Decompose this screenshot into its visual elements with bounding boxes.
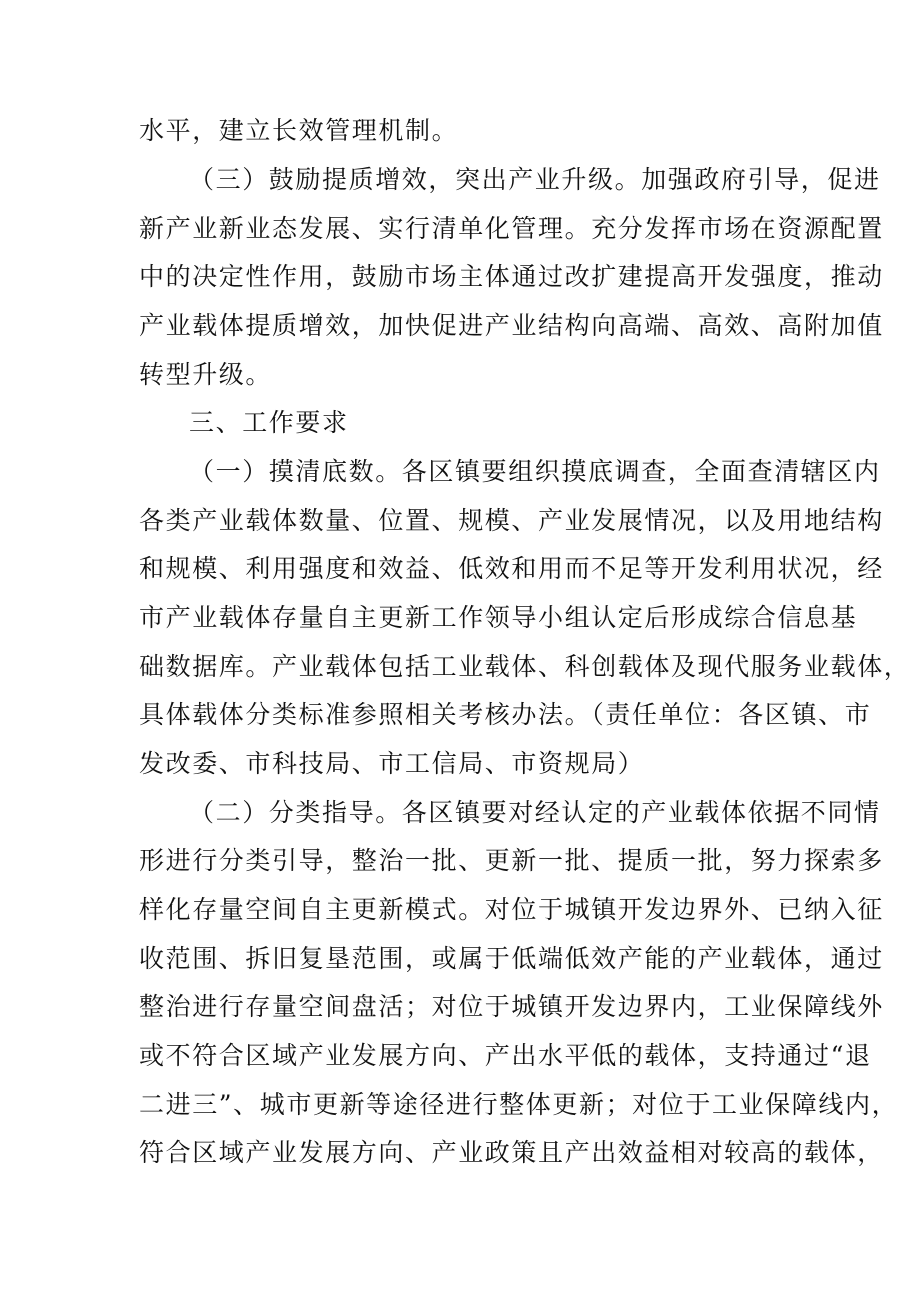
paragraph-line: （三）鼓励提质增效，突出产业升级。加强政府引导，促进 xyxy=(189,165,881,194)
paragraph-line: 转型升级。 xyxy=(139,360,273,389)
paragraph-line: 样化存量空间自主更新模式。对位于城镇开发边界外、已纳入征 xyxy=(139,895,884,924)
paragraph-line: 各类产业载体数量、位置、规模、产业发展情况，以及用地结构 xyxy=(139,506,884,535)
section-heading: 三、工作要求 xyxy=(189,408,349,437)
paragraph-line: 符合区域产业发展方向、产业政策且产出效益相对较高的载体， xyxy=(139,1138,884,1167)
paragraph-line: 新产业新业态发展、实行清单化管理。充分发挥市场在资源配置 xyxy=(139,214,884,243)
paragraph-line: 中的决定性作用，鼓励市场主体通过改扩建提高开发强度，推动 xyxy=(139,262,884,291)
paragraph-line: （二）分类指导。各区镇要对经认定的产业载体依据不同情 xyxy=(189,798,881,827)
paragraph-line: 二进三”、城市更新等途径进行整体更新；对位于工业保障线内， xyxy=(139,1090,899,1119)
paragraph-line: 产业载体提质增效，加快促进产业结构向高端、高效、高附加值 xyxy=(139,311,884,340)
paragraph-line: 具体载体分类标准参照相关考核办法。（责任单位：各区镇、市 xyxy=(139,700,872,729)
paragraph-line: 整治进行存量空间盘活；对位于城镇开发边界内，工业保障线外 xyxy=(139,992,884,1021)
paragraph-line: 或不符合区域产业发展方向、产出水平低的载体，支持通过“退 xyxy=(139,1041,872,1070)
paragraph-line: 础数据库。产业载体包括工业载体、科创载体及现代服务业载体， xyxy=(139,652,911,681)
paragraph-line: 收范围、拆旧复垦范围，或属于低端低效产能的产业载体，通过 xyxy=(139,944,884,973)
paragraph-line: 水平，建立长效管理机制。 xyxy=(139,116,459,145)
paragraph-line: （一）摸清底数。各区镇要组织摸底调查，全面查清辖区内 xyxy=(189,457,881,486)
paragraph-line: 和规模、利用强度和效益、低效和用而不足等开发利用状况，经 xyxy=(139,554,884,583)
paragraph-line: 市产业载体存量自主更新工作领导小组认定后形成综合信息基 xyxy=(139,603,858,632)
paragraph-line: 发改委、市科技局、市工信局、市资规局） xyxy=(139,749,645,778)
paragraph-line: 形进行分类引导，整治一批、更新一批、提质一批，努力探索多 xyxy=(139,846,884,875)
